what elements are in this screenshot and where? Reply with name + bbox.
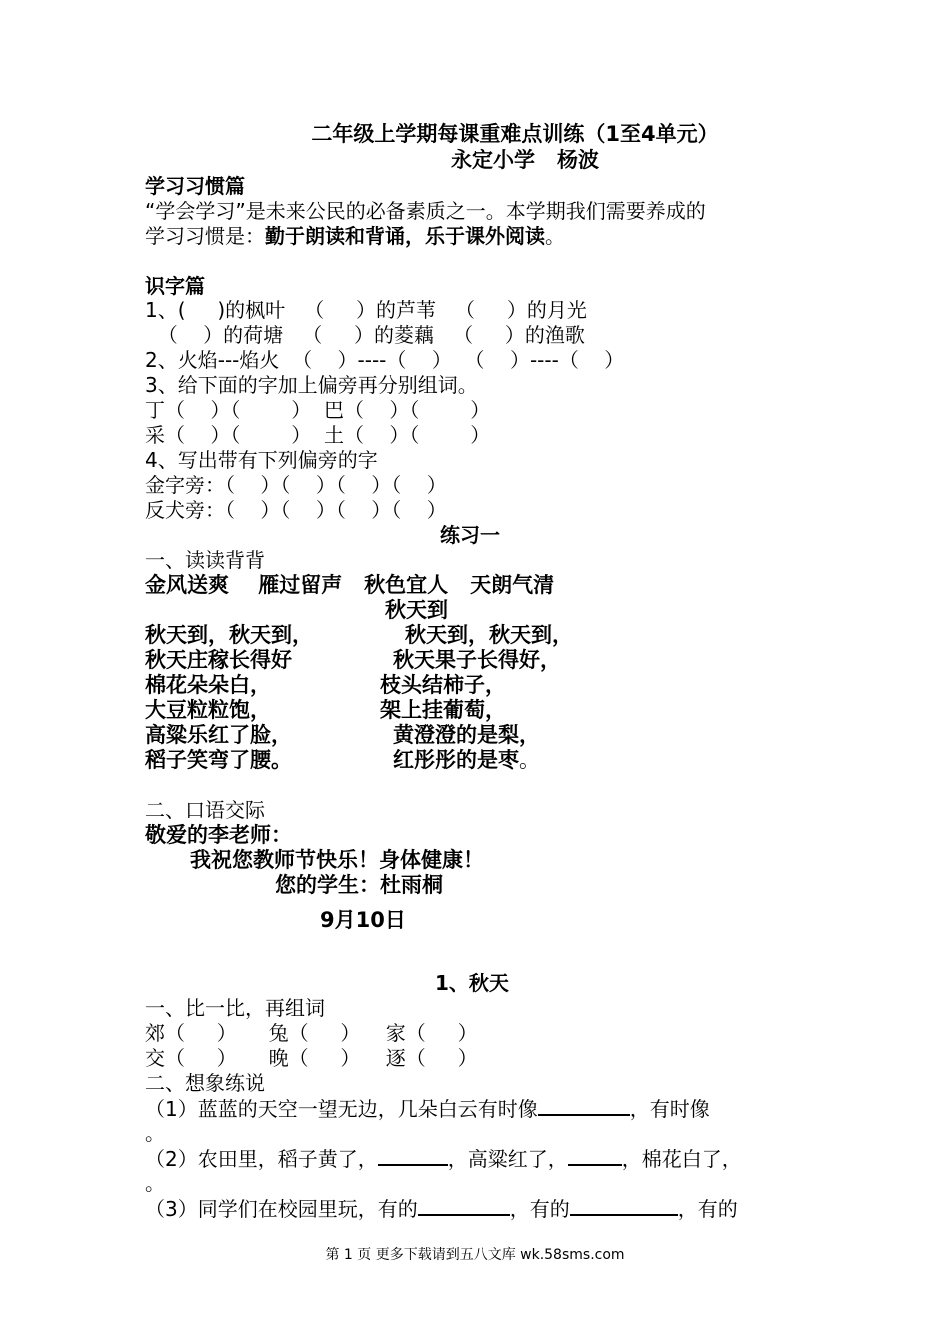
literacy-q3-row-1: 丁（ ）（ ） 巴（ ）（ ） [145,398,491,422]
answer-blank[interactable] [538,1096,630,1116]
lesson1-row-2: 交（ ） 晚（ ） 逐（ ） [145,1046,478,1070]
poem-left-line: 大豆粒粒饱， [145,698,271,722]
card-date: 9月10日 [320,908,406,932]
card-signature: 您的学生：杜雨桐 [275,873,443,897]
practice1-heading: 练习一 [440,523,500,547]
poem-right-line: 架上挂葡萄， [380,698,506,722]
practice1-section-2: 二、口语交际 [145,798,265,822]
poem-left-line: 高粱乐红了脸， [145,723,292,747]
habit-line-2-end: 。 [545,224,565,248]
habit-line-1: “学会学习”是未来公民的必备素质之一。本学期我们需要养成的 [145,199,706,223]
poem-right-line-last: 红彤彤的是枣。 [393,748,540,772]
poem-right-line: 秋天到，秋天到， [405,623,573,647]
literacy-q1-line-2: （ ）的荷塘 （ ）的菱藕 （ ）的渔歌 [145,323,585,347]
poem-right-line: 黄澄澄的是梨， [393,723,540,747]
answer-blank[interactable] [568,1146,622,1166]
habit-heading: 学习习惯篇 [145,174,245,198]
habit-line-2-bold: 勤于朗读和背诵，乐于课外阅读 [265,224,545,248]
lesson1-section-2: 二、想象练说 [145,1071,265,1095]
card-wish: 我祝您教师节快乐！身体健康！ [190,848,484,872]
poem-left-line: 稻子笑弯了腰。 [145,748,292,772]
poem-right-line: 枝头结柿子， [380,673,506,697]
literacy-heading: 识字篇 [145,274,205,298]
habit-line-2 [145,224,565,249]
answer-blank[interactable] [378,1146,448,1166]
literacy-q4-row-2: 反犬旁：（ ）（ ）（ ）（ ） [145,498,447,522]
sentence-3: （3）同学们在校园里玩，有的 ，有的 ，有的 [145,1197,738,1221]
lesson1-section-1: 一、比一比，再组词 [145,996,325,1020]
answer-blank[interactable] [570,1196,678,1216]
poem-left-line: 秋天庄稼长得好 [145,648,292,672]
literacy-q4: 4、写出带有下列偏旁的字 [145,448,378,472]
literacy-q3-row-2: 采（ ）（ ） 土（ ）（ ） [145,423,491,447]
literacy-q4-row-1: 金字旁：（ ）（ ）（ ）（ ） [145,473,447,497]
card-greeting: 敬爱的李老师： [145,823,292,847]
practice1-section-1: 一、读读背背 [145,548,265,572]
literacy-q3: 3、给下面的字加上偏旁再分别组词。 [145,373,478,397]
answer-blank[interactable] [418,1196,510,1216]
sentence-1-end: 。 [145,1121,165,1145]
sentence-2-end: 。 [145,1171,165,1195]
literacy-q2: 2、火焰---焰火 （ ）----（ ） （ ）----（ ） [145,348,625,372]
sentence-2: （2）农田里，稻子黄了， ，高粱红了， ，棉花白了， [145,1147,742,1171]
practice1-idioms: 金风送爽 雁过留声 秋色宜人 天朗气清 [145,573,555,597]
literacy-q1-line-1: 1、( )的枫叶 （ ）的芦苇 （ ）的月光 [145,298,587,322]
lesson1-row-1: 郊（ ） 兔（ ） 家（ ） [145,1021,478,1045]
lesson1-heading: 1、秋天 [435,971,509,995]
sentence-1: （1）蓝蓝的天空一望无边，几朵白云有时像 ，有时像 [145,1097,710,1121]
poem-right-line: 秋天果子长得好， [393,648,561,672]
poem-title: 秋天到 [385,598,448,622]
page-footer: 第 1 页 更多下载请到五八文库 wk.58sms.com [325,1247,625,1263]
poem-left-line: 秋天到，秋天到， [145,623,313,647]
habit-line-2-plain: 学习习惯是： [145,224,265,248]
document-author: 永定小学 杨波 [451,148,599,172]
poem-left-line: 棉花朵朵白， [145,673,271,697]
document-title: 二年级上学期每课重难点训练（1至4单元） [311,122,719,146]
